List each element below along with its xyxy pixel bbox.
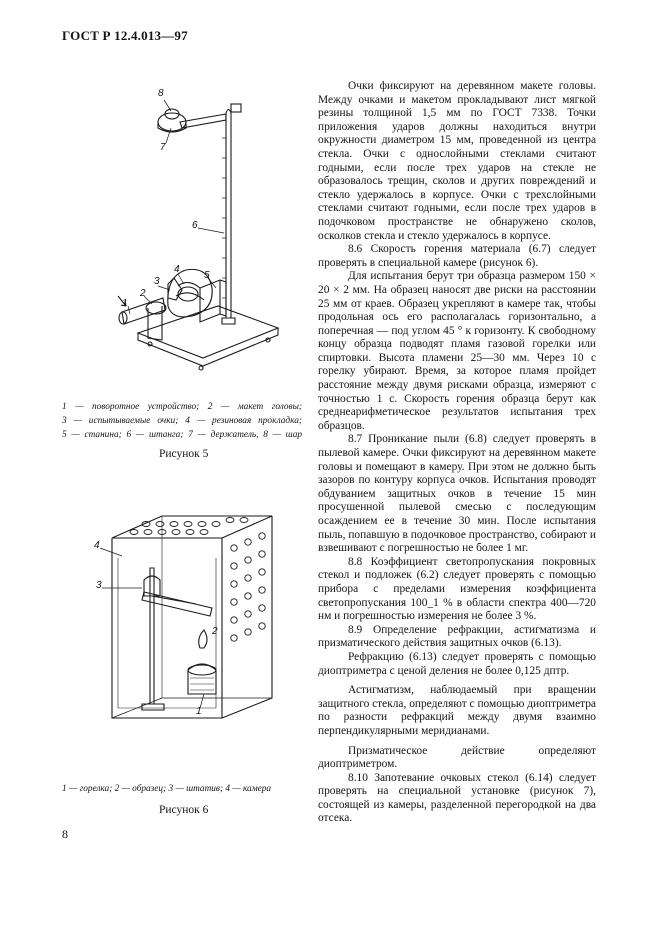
figure-5-label-3: 3 bbox=[154, 276, 160, 287]
figure-5-legend-line-2: 3 — испытываемые очки; 4 — резиновая прокладка; bbox=[62, 416, 302, 426]
figure-5-label-7: 7 bbox=[160, 142, 166, 153]
figure-5-legend-line-1: 1 — поворотное устройство; 2 — макет головы; bbox=[62, 402, 302, 412]
figure-6-legend-line: 1 — горелка; 2 — образец; 3 — штатив; 4 — камера bbox=[62, 784, 272, 794]
figure-6-legend bbox=[62, 782, 302, 796]
page-header: ГОСТ Р 12.4.013—97 bbox=[62, 28, 188, 43]
figure-5-drawing bbox=[108, 78, 308, 388]
body-text-column bbox=[318, 80, 596, 826]
paragraph-5: 8.8 Коэффициент светопропускания покровных стекол и подложек (6.2) следует проверять с помощью прибора с пределами измерения коэффициента светопропускания 100_1 % в области спектра 400—720 нм и погрешностью измерения не более 3 %. bbox=[318, 555, 596, 623]
paragraph-9: Призматическое действие определяют диоптриметром. bbox=[318, 744, 596, 771]
figure-5-label-2: 2 bbox=[140, 288, 146, 299]
figure-6-label-3: 3 bbox=[96, 580, 102, 591]
paragraph-3: Для испытания берут три образца размером 150 × 20 × 2 мм. На образец наносят две риски на расстоянии 25 мм от краев. Образец укрепляют в камере так, чтобы продольная ось его располагалась горизонтально, а поперечная — под углом 45 ° к горизонту. К свободному концу образца подводят пламя газовой горелки или спиртовки. Высота пламени 25—30 мм. Через 10 с горелку убирают. Время, за которое пламя пройдет расстояние между двумя рисками образца, измеряют с точностью 1 с. Скорость горения образца берут как среднеарифметическое результатов испытания трех образцов. bbox=[318, 270, 596, 432]
figure-6-caption: Рисунок 6 bbox=[159, 804, 209, 816]
figure-6-label-1: 1 bbox=[196, 706, 202, 717]
paragraph-8: Астигматизм, наблюдаемый при вращении защитного стекла, определяют с помощью диоптриметра по разности рефракций между двумя взаимно перпендикулярными меридианами. bbox=[318, 684, 596, 737]
paragraph-1: Очки фиксируют на деревянном макете головы. Между очками и макетом прокладывают лист мягкой резины толщиной 1,5 мм по ГОСТ 7338. Точки приложения ударов должны находиться внутри окружности диаметром 15 мм, проведенной из центра стекла. Очки с однослойными стеклами считают годными, если после трех ударов на стекле не образовалось трещин, сколов и других повреждений и стекло удержалось в корпусе. Очки с трехслойными стеклами считают годными, если после трех ударов в подочковом пространстве не обнаружено сколов, осколков стекла и стекло удержалось в корпусе. bbox=[318, 80, 596, 242]
paragraph-10: 8.10 Запотевание очковых стекол (6.14) следует проверять на специальной установке (рисунок 7), состоящей из камеры, разделенной перегородкой на два отсека. bbox=[318, 771, 596, 825]
paragraph-7: Рефракцию (6.13) следует проверять с помощью диоптриметра с ценой деления не более 0,125 дптр. bbox=[318, 650, 596, 677]
page-number: 8 bbox=[62, 827, 68, 841]
figure-5-legend-line-3: 5 — станина; 6 — штанга; 7 — держатель, 8 — шар bbox=[62, 430, 302, 440]
figure-5-label-1: 1 bbox=[122, 298, 128, 309]
figure-5-label-4: 4 bbox=[174, 264, 180, 275]
figure-5-label-5: 5 bbox=[204, 270, 210, 281]
figure-6-label-2: 2 bbox=[212, 626, 218, 637]
figure-6-drawing bbox=[92, 508, 292, 758]
paragraph-6: 8.9 Определение рефракции, астигматизма и призматического действия защитных очков (6.13). bbox=[318, 623, 596, 650]
figure-5-caption: Рисунок 5 bbox=[159, 448, 209, 460]
paragraph-2: 8.6 Скорость горения материала (6.7) следует проверять в специальной камере (рисунок 6). bbox=[318, 243, 596, 269]
figure-5-legend bbox=[62, 400, 302, 442]
figure-5-label-6: 6 bbox=[192, 220, 198, 231]
figure-5-label-8: 8 bbox=[158, 88, 164, 99]
paragraph-4: 8.7 Проникание пыли (6.8) следует проверять в пылевой камере. Очки фиксируют на деревянном макете головы и помещают в камеру. При этом не должно быть зазоров по контуру корпуса очков. Испытания проводят обдуванием защитных очков в течение 15 мин просушенной пылевой смесью с последующим осаждением ее в течение 30 мин. После испытания пыль, попавшую в подочковое пространство, собирают и взвешивают с погрешностью не более 1 мг. bbox=[318, 433, 596, 555]
figure-6-label-4: 4 bbox=[94, 540, 100, 551]
